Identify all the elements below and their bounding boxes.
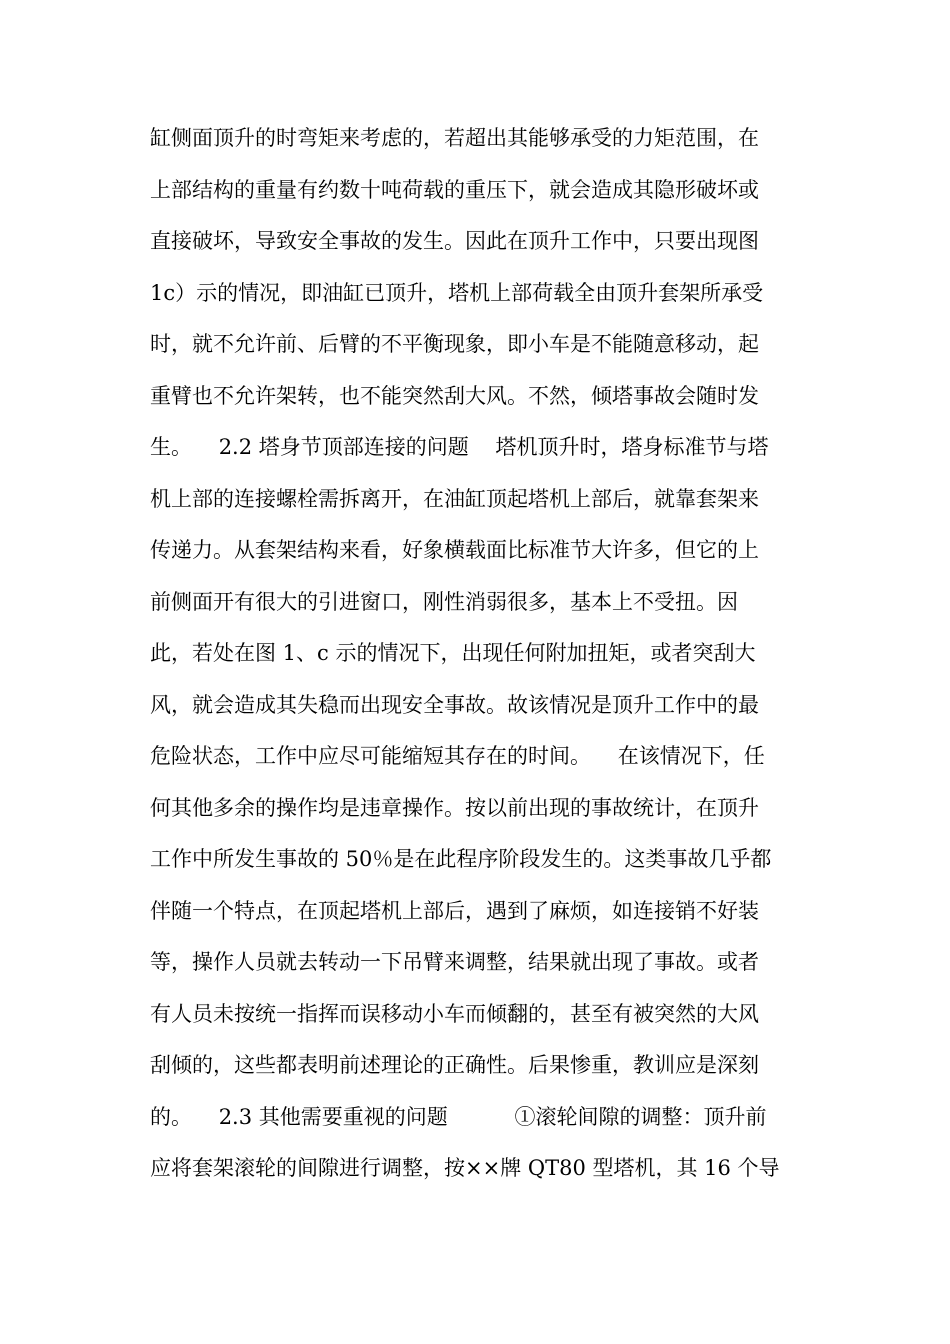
text-line: 有人员未按统一指挥而误移动小车而倾翻的，甚至有被突然的大风 [150,1001,759,1026]
text-line: 等，操作人员就去转动一下吊臂来调整，结果就出现了事故。或者 [150,950,759,974]
text-line: 传递力。从套架结构来看，好象横载面比标准节大许多，但它的上 [150,538,759,562]
text-line: 时，就不允许前、后臂的不平衡现象，即小车是不能随意移动，起 [150,332,759,356]
text-line: 上部结构的重量有约数十吨荷载的重压下，就会造成其隐形破坏或 [150,177,759,202]
text-line: 刮倾的，这些都表明前述理论的正确性。后果惨重，教训应是深刻 [150,1053,759,1077]
text-line: 此，若处在图 1、c 示的情况下，出现任何附加扭矩，或者突刮大 [150,641,756,665]
body-text [150,118,810,1200]
text-line: 工作中所发生事故的 50％是在此程序阶段发生的。这类事故几乎都 [150,847,772,871]
text-line: 1c）示的情况，即油缸已顶升，塔机上部荷载全由顶升套架所承受 [150,280,764,305]
text-line: 应将套架滚轮的间隙进行调整，按××牌 QT80 型塔机，其 16 个导 [150,1156,780,1180]
text-line: 生。 2.2 塔身节顶部连接的问题 塔机顶升时，塔身标准节与塔 [150,435,769,459]
text-line: 伴随一个特点，在顶起塔机上部后，遇到了麻烦，如连接销不好装 [150,898,759,923]
text-line: 风，就会造成其失稳而出现安全事故。故该情况是顶升工作中的最 [150,692,759,717]
text-line: 的。 2.3 其他需要重视的问题 ①滚轮间隙的调整：顶升前 [150,1104,767,1129]
text-line: 前侧面开有很大的引进窗口，刚性消弱很多，基本上不受扭。因 [150,589,738,614]
text-line: 机上部的连接螺栓需拆离开，在油缸顶起塔机上部后，就靠套架来 [150,486,759,511]
text-line: 重臂也不允许架转，也不能突然刮大风。不然，倾塔事故会随时发 [150,383,759,408]
text-line: 危险状态，工作中应尽可能缩短其存在的时间。 在该情况下，任 [150,744,765,768]
text-line: 何其他多余的操作均是违章操作。按以前出现的事故统计，在顶升 [150,795,759,820]
text-line: 缸侧面顶升的时弯矩来考虑的，若超出其能够承受的力矩范围，在 [150,126,759,150]
text-line: 直接破坏，导致安全事故的发生。因此在顶升工作中，只要出现图 [150,229,759,253]
